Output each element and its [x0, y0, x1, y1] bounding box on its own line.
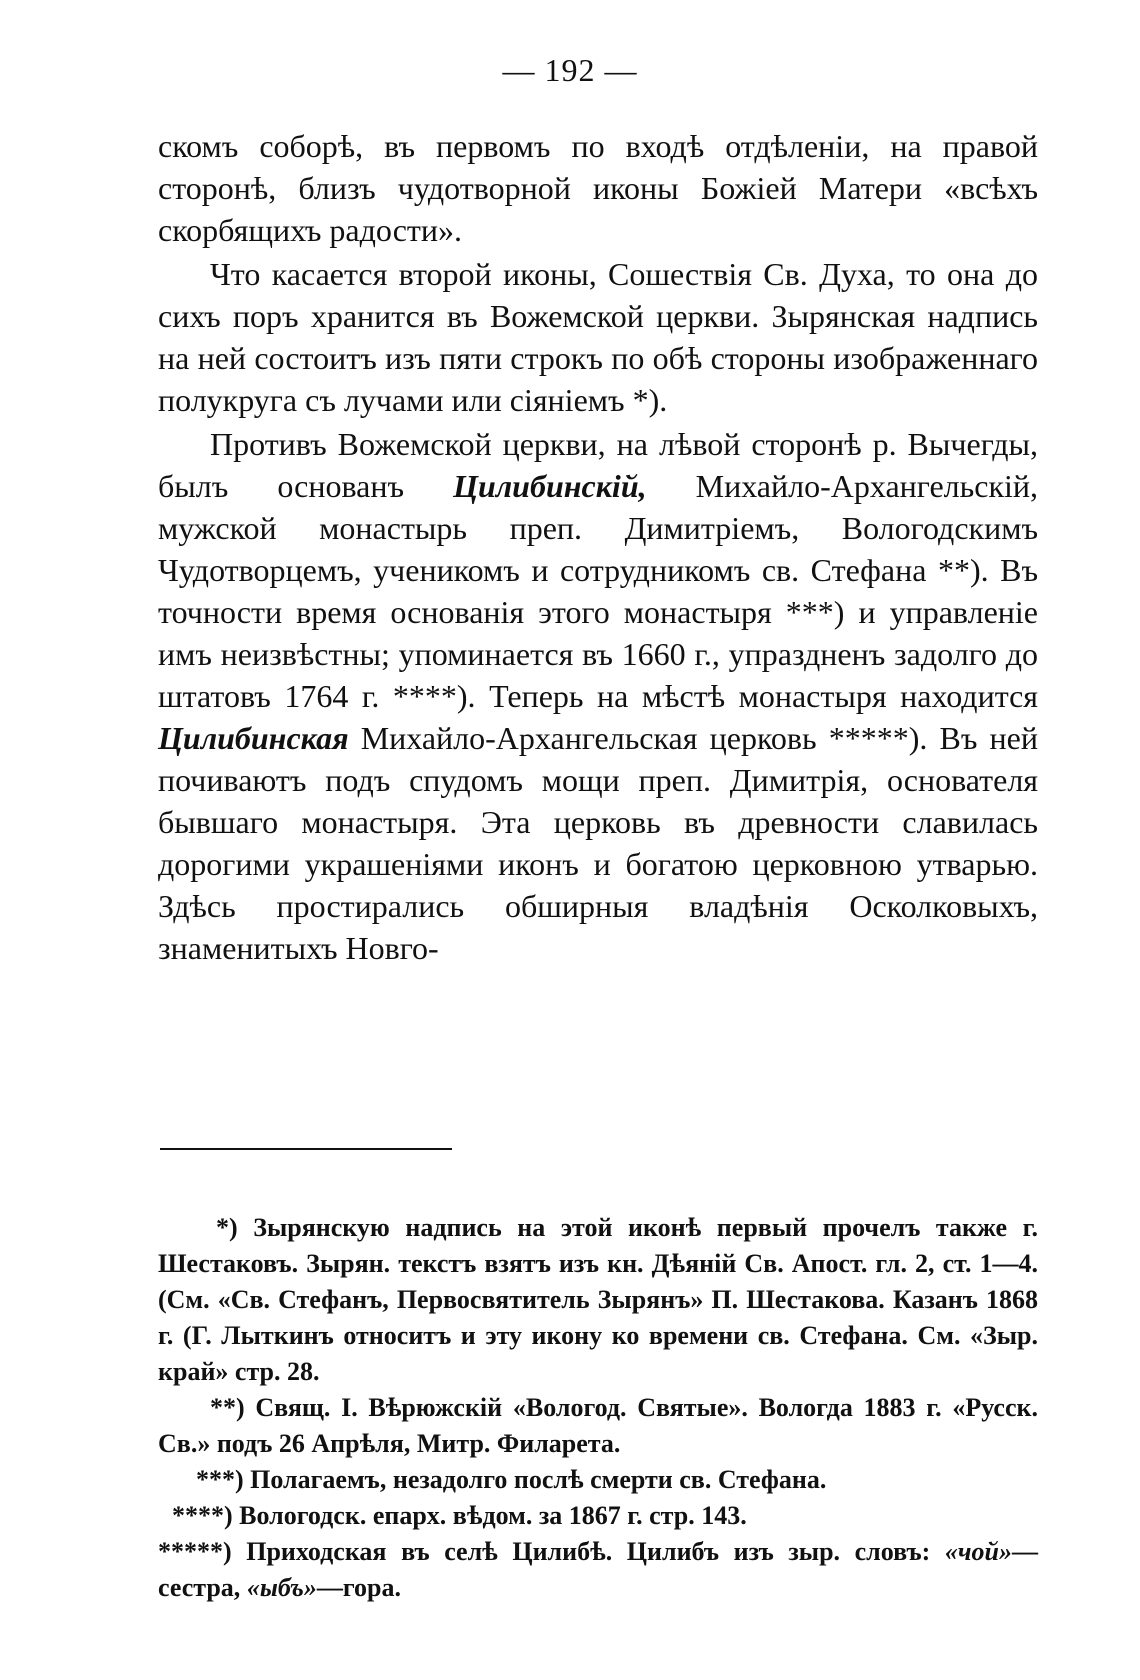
- paragraph-2: [158, 253, 1038, 421]
- footnote-1: *) Зырянскую надпись на этой иконѣ первый прочелъ также г. Шестаковъ. Зырян. текстъ взятъ изъ кн. Дѣяній Св. Апост. гл. 2, ст. 1—4. (См. «Св. Стефанъ, Первосвятитель Зырянъ» П. Шестакова. Казанъ 1868 г. (Г. Лыткинъ относитъ и эту икону ко времени св. Стефана. См. «Зыр. край» стр. 28.: [158, 1213, 1038, 1386]
- footnote-5-text-a: *****) Приходская въ селѣ Цилибѣ. Цилибъ изъ зыр. словъ:: [158, 1537, 945, 1566]
- paragraph-3: [158, 423, 1038, 969]
- footnote-2: **) Свящ. І. Вѣрюжскій «Вологод. Святые». Вологда 1883 г. «Русск. Св.» подъ 26 Апрѣля, Митр. Филарета.: [158, 1393, 1038, 1458]
- footnote-5-emphasis-1: «чой»: [944, 1537, 1012, 1566]
- footnote-5-text-b: — сестра,: [158, 1537, 1038, 1602]
- footnote-5: [158, 1534, 1038, 1606]
- page-number: — 192 —: [502, 52, 638, 88]
- paragraph-3-text-b: Михайло-Архангельскій, мужской монастырь преп. Димитріемъ, Вологодскимъ Чудотворцемъ, ученикомъ и сотрудникомъ св. Стефана **). Въ точности время основанія этого монастыря ***) и управленіе имъ неизвѣстны; упоминается въ 1660 г., упраздненъ задолго до штатовъ 1764 г. ****). Теперь на мѣстѣ монастыря находится: [158, 468, 1039, 714]
- paragraph-3-text-a: Противъ Вожемской церкви, на лѣвой сторонѣ р. Вычегды, былъ основанъ: [158, 426, 1038, 504]
- paragraph-3-emphasis-2: Цилибинская: [158, 720, 349, 756]
- main-text: [158, 125, 1038, 969]
- footnote-5-text-c: —гора.: [316, 1573, 402, 1602]
- footnote-3: ***) Полагаемъ, незадолго послѣ смерти св. Стефана.: [196, 1465, 827, 1494]
- footnote-4: ****) Вологодск. епарх. вѣдом. за 1867 г. стр. 143.: [172, 1501, 747, 1530]
- paragraph-3-emphasis-1: Цилибинскій,: [453, 468, 647, 504]
- footnote-5-emphasis-2: «ыбъ»: [246, 1573, 317, 1602]
- footnote-divider: [160, 1148, 452, 1150]
- paragraph-2-text: Что касается второй иконы, Сошествія Св. Духа, то она до сихъ поръ хранится въ Вожемской церкви. Зырянская надпись на ней состоитъ изъ пяти строкъ по обѣ стороны изображеннаго полукруга съ лучами или сіяніемъ *).: [158, 256, 1038, 418]
- paragraph-1: [158, 125, 1038, 251]
- footnotes: [158, 1210, 1038, 1606]
- paragraph-3-text-c: Михайло-Архангельская церковь *****). Въ ней почиваютъ подъ спудомъ мощи преп. Димитрія, основателя бывшаго монастыря. Эта церковь въ древности славилась дорогими украшеніями иконъ и богатою церковною утварью. Здѣсь простирались обширныя владѣнія Осколковыхъ, знаменитыхъ Новго-: [158, 720, 1038, 966]
- paragraph-1-text: скомъ соборѣ, въ первомъ по входѣ отдѣленіи, на правой сторонѣ, близъ чудотворной иконы Божіей Матери «всѣхъ скорбящихъ радости».: [158, 128, 1038, 248]
